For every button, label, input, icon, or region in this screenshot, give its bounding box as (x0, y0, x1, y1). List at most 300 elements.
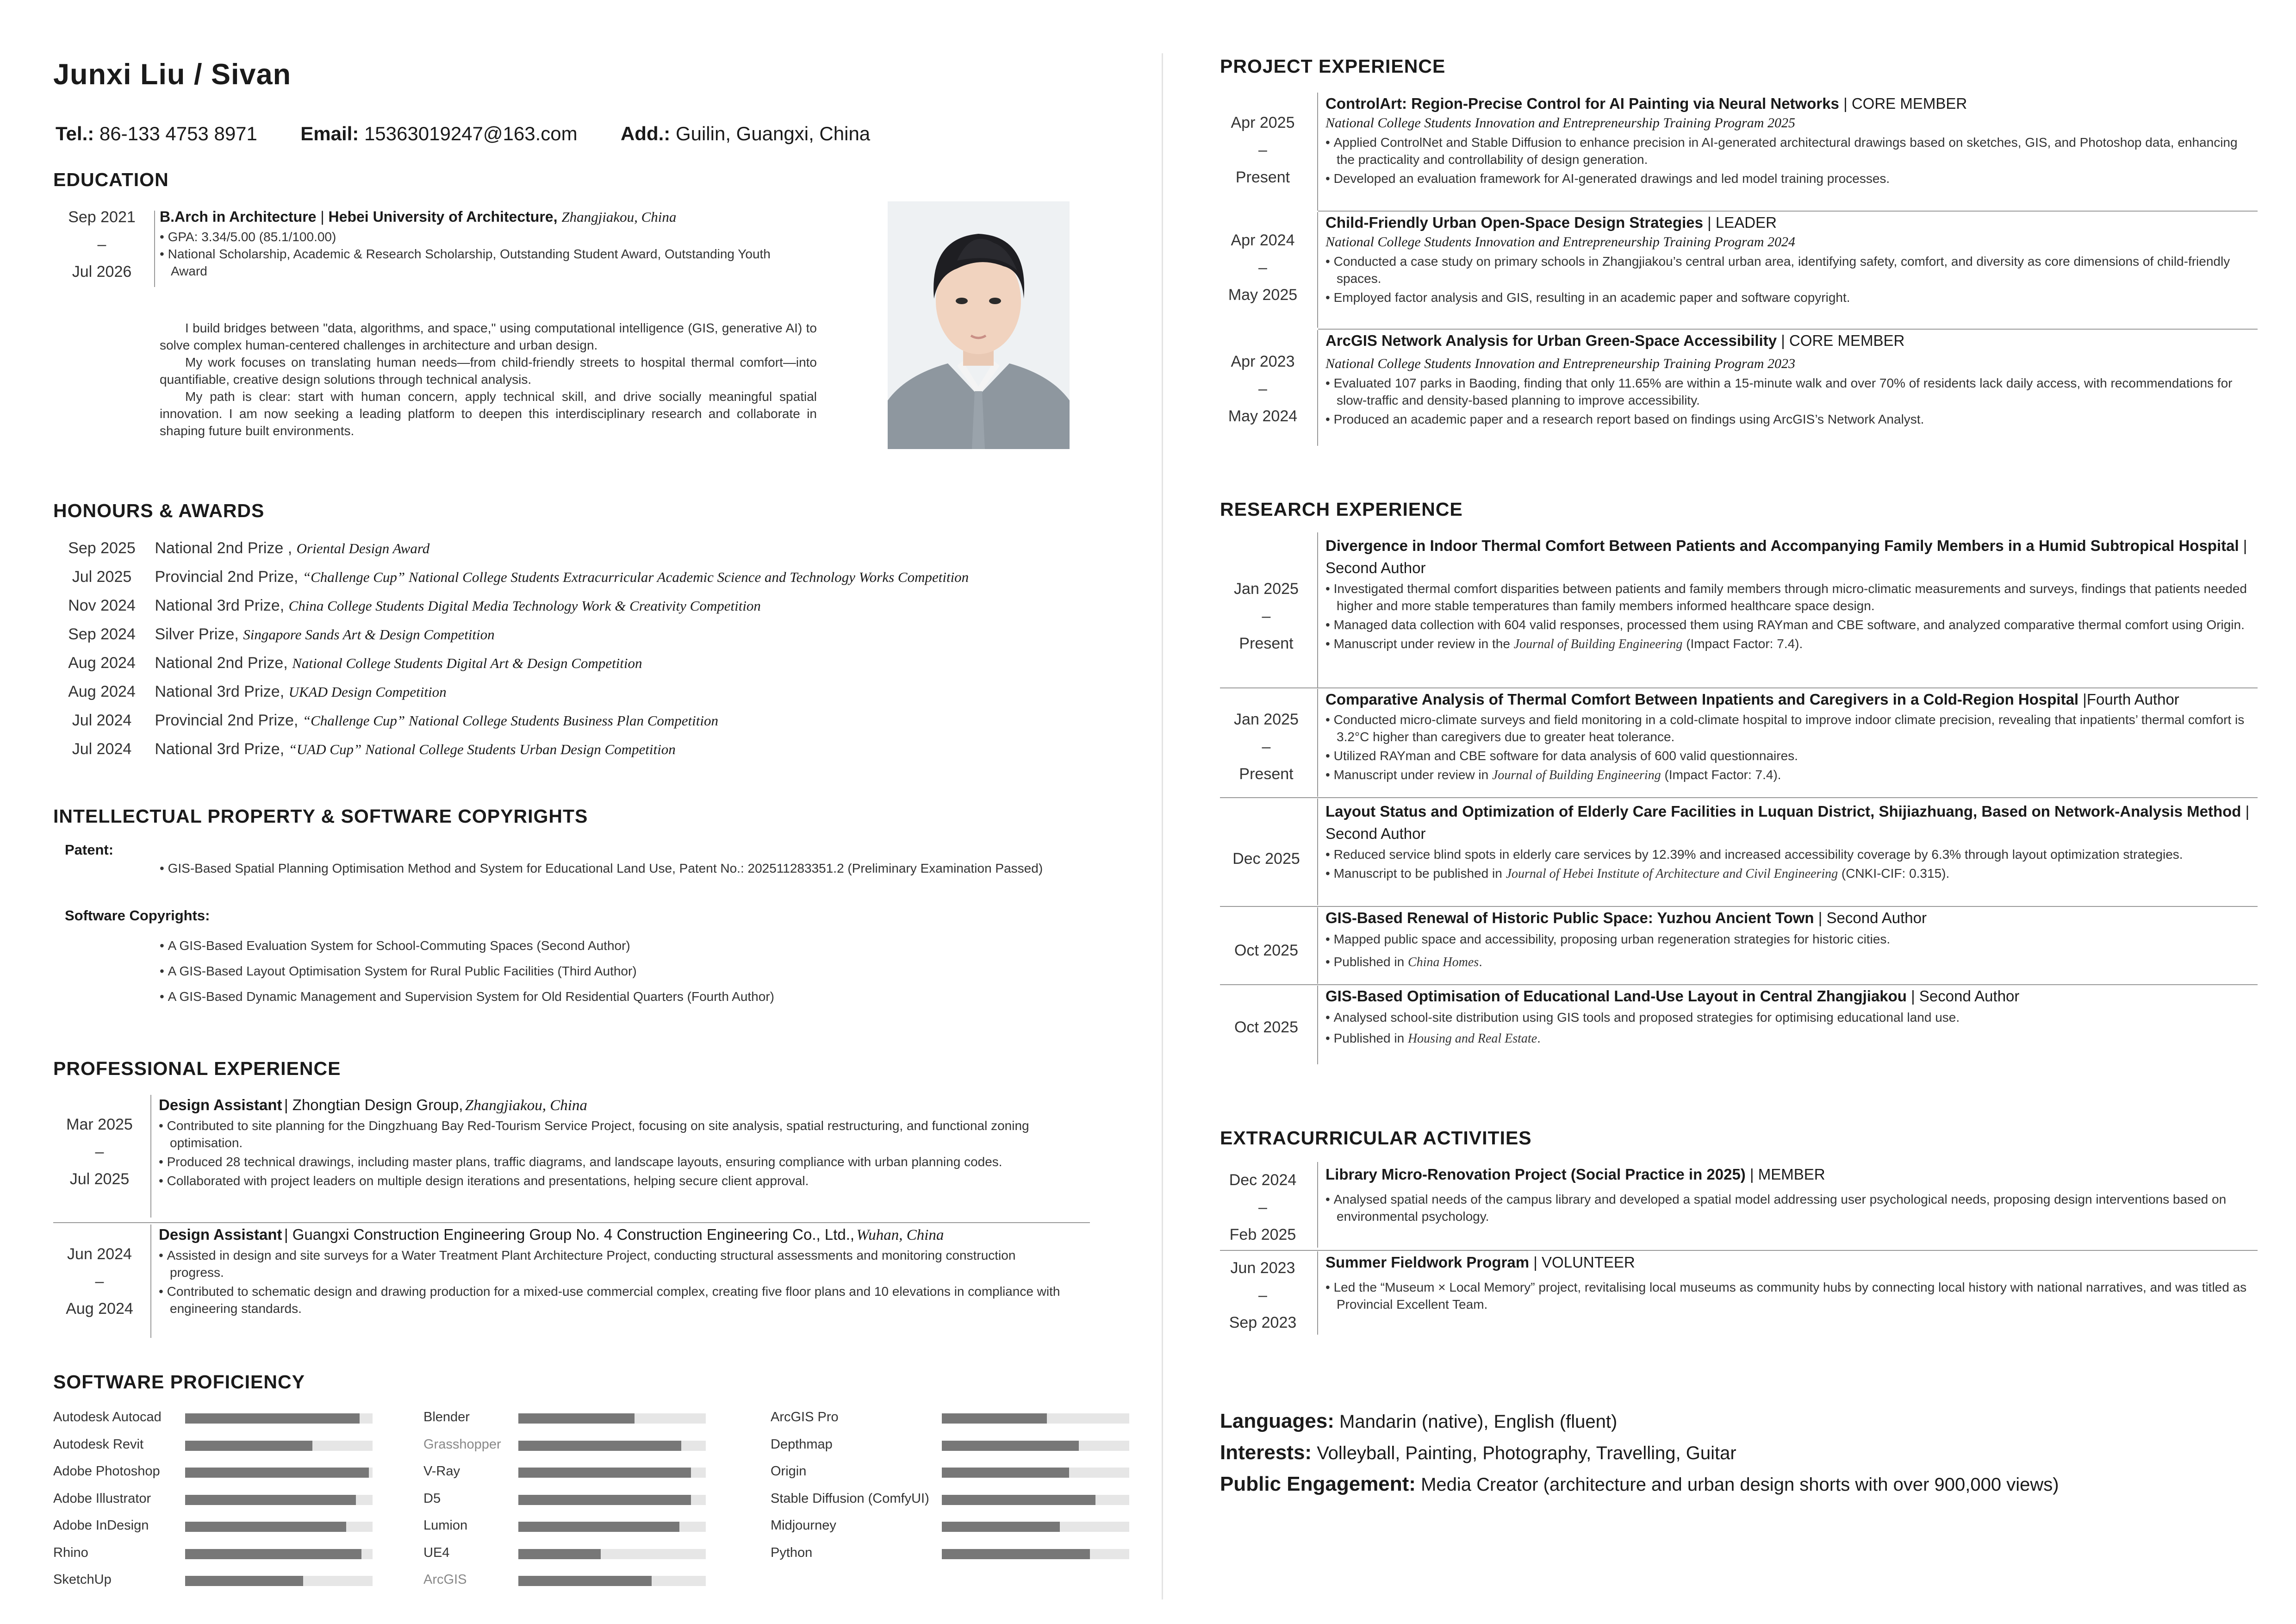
entry-dates (1220, 937, 1313, 964)
candidate-name: Junxi Liu / Sivan (53, 58, 292, 91)
entry-dates (1220, 1255, 1306, 1337)
software-name: Stable Diffusion (ComfyUI) (771, 1491, 929, 1506)
software-name: Lumion (423, 1518, 468, 1533)
entry-rule (150, 1224, 151, 1338)
award-row (53, 539, 429, 557)
software-row (423, 1545, 706, 1559)
list-item: • Mapped public space and accessibility, proposing urban regeneration strategies for historic cities. (1325, 931, 2265, 948)
journal-prefix: Manuscript to be published in (1333, 866, 1506, 881)
date-start: Oct 2025 (1234, 1018, 1298, 1036)
entry-title: Child-Friendly Urban Open-Space Design Strategies (1325, 214, 1703, 231)
entry-role: VOLUNTEER (1542, 1254, 1635, 1271)
award-row (53, 712, 718, 730)
proficiency-fill (185, 1549, 361, 1559)
software-heading: SOFTWARE PROFICIENCY (53, 1371, 305, 1393)
entry-dates (1220, 348, 1306, 430)
professional-entry: Design Assistant | Zhongtian Design Group, Zhangjiakou, China • Contributed to site planning for the Dingzhuang Bay Red-Tourism Service Project, focusing on site analysis, spatial restructuring, and functional zoning optimisation. • Produced 28 technical drawings, including master plans, traffic diagrams, and landscape layouts, ensuring compliance with urban planning codes. • Collaborated with project leaders on multiple design iterations and presentations, helping secure client approval. (159, 1096, 1061, 1189)
software-row (423, 1491, 706, 1505)
entry-separator (1220, 1250, 2258, 1251)
research-entry: Layout Status and Optimization of Elderly Care Facilities in Luquan District, Shijiazhuang, Based on Network-Analysis Method | Second Author • Reduced service blind spots in elderly care services by 12.39% and increased accessibility coverage by 6.3% through layout optimization strategies. • Manuscript to be published in Journal of Hebei Institute of Architecture and Civil Engineering (CNKI-CIF: 0.315). (1325, 800, 2265, 882)
software-row (771, 1491, 1129, 1505)
award-name: National 3rd Prize, (155, 683, 285, 700)
entry-location: Zhangjiakou, China (465, 1097, 587, 1114)
software-name: Python (771, 1545, 813, 1560)
date-end: Present (1235, 169, 1290, 186)
engagement-value: Media Creator (architecture and urban design shorts with over 900,000 views) (1421, 1474, 2059, 1495)
entry-role: Second Author (1919, 987, 2020, 1005)
award-date: Nov 2024 (68, 597, 136, 614)
interests-line (1220, 1441, 1736, 1464)
software-row (423, 1410, 706, 1424)
software-row (53, 1545, 373, 1559)
entry-title: ControlArt: Region-Precise Control for AI Painting via Neural Networks (1325, 95, 1839, 112)
journal-suffix: (Impact Factor: 7.4). (1661, 768, 1781, 782)
proficiency-fill (185, 1413, 360, 1424)
software-row (771, 1545, 1129, 1559)
software-name: Midjourney (771, 1518, 836, 1533)
date-end: Jul 2026 (72, 263, 132, 281)
list-item: • GPA: 3.34/5.00 (85.1/100.00) (160, 228, 817, 245)
proficiency-bar (942, 1522, 1129, 1532)
research-heading: RESEARCH EXPERIENCE (1220, 499, 1463, 520)
entry-rule (1317, 1162, 1318, 1248)
email-value: 15363019247@163.com (364, 123, 578, 144)
list-item (1325, 1030, 2265, 1047)
entry-title: ArcGIS Network Analysis for Urban Green-Space Accessibility (1325, 332, 1777, 349)
education-heading: EDUCATION (53, 169, 169, 190)
education-dates (53, 204, 150, 286)
education-entry: B.Arch in Architecture | Hebei University of Architecture, Zhangjiakou, China • GPA: 3.34/5.00 (85.1/100.00) • National Scholarship, Academic & Research Scholarship, Outstanding Student Award, Outstanding Youth Award (160, 208, 817, 280)
software-proficiency-grid (53, 1410, 1132, 1604)
right-column (1220, 0, 2257, 1624)
date-end: Present (1239, 765, 1294, 783)
entry-dates (1220, 1167, 1306, 1249)
entry-role: Fourth Author (2086, 691, 2179, 708)
patent-label: Patent: (65, 842, 114, 858)
proficiency-bar (942, 1495, 1129, 1505)
proficiency-fill (942, 1413, 1047, 1424)
honours-heading: HONOURS & AWARDS (53, 500, 265, 521)
list-item: • Collaborated with project leaders on multiple design iterations and presentations, helping secure client approval. (159, 1172, 1061, 1189)
proficiency-fill (942, 1441, 1079, 1451)
award-row (53, 597, 761, 615)
entry-role: CORE MEMBER (1789, 332, 1905, 349)
entry-dates (1220, 227, 1306, 309)
copyright-list (160, 933, 1062, 1009)
project-entry: Child-Friendly Urban Open-Space Design Strategies | LEADER National College Students Innovation and Entrepreneurship Training Program 2024 • Conducted a case study on primary schools in Zhangjiakou’s central urban area, identifying safety, comfort, and diversity as core dimensions of child-friendly spaces. • Employed factor analysis and GIS, resulting in an academic paper and software copyright. (1325, 214, 2251, 306)
project-entry: ArcGIS Network Analysis for Urban Green-Space Accessibility | CORE MEMBER National College Students Innovation and Entrepreneurship Training Program 2023 • Evaluated 107 parks in Baoding, finding that only 11.65% are within a 15-minute walk and over 70% of residents lack daily access, with recommendations for slow-traffic and density-based planning to improve accessibility. • Produced an academic paper and a research report based on findings using ArcGIS’s Network Analyst. (1325, 332, 2251, 428)
award-row (53, 654, 642, 672)
email-label: Email: (300, 123, 359, 144)
date-separator: – (1262, 607, 1271, 625)
journal-name: Journal of Building Engineering (1513, 637, 1683, 651)
award-detail: “Challenge Cup” National College Students Extracurricular Academic Science and Technology Works Competition (302, 569, 969, 585)
proficiency-fill (185, 1468, 369, 1478)
list-item: • Conducted micro-climate surveys and field monitoring in a cold-climate hospital to improve indoor climate precision, revealing that inpatients’ thermal comfort is 3.2°C higher than caregivers due to greater heat tolerance. (1325, 711, 2265, 745)
entry-dates (1220, 109, 1306, 191)
date-separator: – (1258, 1287, 1267, 1304)
software-row (53, 1410, 373, 1424)
proficiency-fill (518, 1549, 601, 1559)
award-detail: UKAD Design Competition (288, 684, 447, 700)
date-end: Present (1239, 635, 1294, 652)
software-name: Adobe Photoshop (53, 1464, 160, 1479)
software-name: Adobe InDesign (53, 1518, 149, 1533)
award-date: Sep 2024 (68, 625, 136, 643)
degree: B.Arch in Architecture (160, 208, 317, 225)
software-name: Autodesk Revit (53, 1437, 144, 1452)
professional-entry: Design Assistant | Guangxi Construction Engineering Group No. 4 Construction Engineering Co., Ltd., Wuhan, China • Assisted in design and site surveys for a Water Treatment Plant Architecture Project, conducting structural assessments and monitoring construction progress. • Contributed to schematic design and drawing production for a mixed-use commercial complex, creating five floor plans and 10 elevations in compliance with engineering standards. (159, 1226, 1066, 1317)
entry-dates (1220, 706, 1313, 788)
software-row (771, 1437, 1129, 1451)
award-row (53, 683, 447, 701)
software-name: Adobe Illustrator (53, 1491, 151, 1506)
journal-prefix: Published in (1333, 1031, 1408, 1045)
award-detail: Singapore Sands Art & Design Competition (243, 626, 495, 643)
software-name: Grasshopper (423, 1437, 501, 1452)
list-item: • Employed factor analysis and GIS, resulting in an academic paper and software copyright. (1325, 289, 2251, 306)
entry-separator (1318, 329, 2258, 330)
proficiency-bar (518, 1522, 706, 1532)
statement-paragraph: My path is clear: start with human concern, apply technical skill, and drive socially meaningful spatial innovation. I am now seeking a leading platform to deepen this interdisciplinary research and collaborate in shaping future built environments. (160, 389, 817, 438)
entry-role: Design Assistant (159, 1226, 282, 1243)
entry-dates (1220, 575, 1313, 657)
proficiency-fill (518, 1468, 691, 1478)
entry-dates (1220, 845, 1313, 873)
activity-entry: Summer Fieldwork Program | VOLUNTEER • Led the “Museum × Local Memory” project, revitalising local museums as community hubs by connecting local history with national narratives, and was titled as Provincial Excellent Team. (1325, 1254, 2251, 1313)
project-entry: ControlArt: Region-Precise Control for AI Painting via Neural Networks | CORE MEMBER National College Students Innovation and Entrepreneurship Training Program 2025 • Applied ControlNet and Stable Diffusion to enhance precision in AI-generated architectural drawings based on sketches, GIS, and Photoshop data, enhancing the practicality and controllability of design generation. • Developed an evaluation framework for AI-generated drawings and led model training processes. (1325, 95, 2251, 187)
entry-rule (1317, 986, 1318, 1064)
award-date: Jul 2024 (72, 712, 132, 729)
entry-rule (1317, 93, 1318, 211)
proficiency-bar (185, 1413, 373, 1424)
profile-photo (888, 201, 1070, 449)
software-row (53, 1518, 373, 1532)
activity-entry: Library Micro-Renovation Project (Social Practice in 2025) | MEMBER • Analysed spatial needs of the campus library and developed a spatial model addressing user psychological needs, proposing design interventions based on environmental psychology. (1325, 1166, 2251, 1225)
proficiency-bar (185, 1549, 373, 1559)
proficiency-fill (518, 1576, 652, 1586)
proficiency-bar (942, 1549, 1129, 1559)
engagement-label: Public Engagement: (1220, 1473, 1416, 1495)
award-date: Aug 2024 (68, 683, 136, 700)
date-start: Sep 2021 (68, 208, 136, 226)
proficiency-fill (942, 1468, 1069, 1478)
tel-label: Tel.: (56, 123, 94, 144)
proficiency-bar (185, 1576, 373, 1586)
entry-title: GIS-Based Optimisation of Educational Land-Use Layout in Central Zhangjiakou (1325, 987, 1907, 1005)
list-item: • Managed data collection with 604 valid responses, processed them using RAYman and CBE software, and analyzed comparative thermal comfort using Origin. (1325, 616, 2265, 633)
entry-separator (1220, 687, 2258, 688)
entry-rule (1317, 330, 1318, 446)
software-name: ArcGIS (423, 1572, 467, 1587)
journal-name: Journal of Building Engineering (1492, 768, 1661, 782)
entry-separator (53, 1222, 1090, 1223)
statement-paragraph: My work focuses on translating human needs—from child-friendly streets to hospital thermal comfort—into quantifiable, creative design solutions through technical analysis. (160, 355, 817, 387)
software-row (423, 1437, 706, 1451)
entry-role: CORE MEMBER (1851, 95, 1967, 112)
date-start: Jun 2024 (67, 1245, 132, 1263)
award-name: National 3rd Prize, (155, 740, 285, 758)
award-name: Silver Prize, (155, 625, 239, 643)
proficiency-fill (518, 1441, 681, 1451)
software-name: Rhino (53, 1545, 88, 1560)
proficiency-bar (185, 1495, 373, 1505)
software-name: ArcGIS Pro (771, 1410, 839, 1424)
copyright-label: Software Copyrights: (65, 907, 210, 924)
engagement-line (1220, 1473, 2059, 1496)
date-end: Jul 2025 (69, 1170, 130, 1188)
entry-title: Divergence in Indoor Thermal Comfort Between Patients and Accompanying Family Members in a Humid Subtropical Hospital (1325, 537, 2239, 554)
list-item: • Analysed school-site distribution using GIS tools and proposed strategies for optimising educational land use. (1325, 1009, 2265, 1026)
proficiency-fill (942, 1549, 1090, 1559)
project-heading: PROJECT EXPERIENCE (1220, 56, 1446, 77)
list-item: • Developed an evaluation framework for AI-generated drawings and led model training processes. (1325, 170, 2251, 187)
entry-org: Guangxi Construction Engineering Group No. 4 Construction Engineering Co., Ltd., (292, 1226, 855, 1243)
date-start: Jan 2025 (1234, 711, 1299, 728)
left-column (53, 0, 1132, 1624)
ip-heading: INTELLECTUAL PROPERTY & SOFTWARE COPYRIGHTS (53, 806, 588, 827)
proficiency-bar (185, 1468, 373, 1478)
award-name: Provincial 2nd Prize, (155, 712, 299, 729)
school-location: Zhangjiakou, China (561, 209, 677, 225)
personal-statement (160, 319, 817, 439)
research-entry: Comparative Analysis of Thermal Comfort Between Inpatients and Caregivers in a Cold-Region Hospital |Fourth Author • Conducted micro-climate surveys and field monitoring in a cold-climate hospital to improve indoor climate precision, revealing that inpatients’ thermal comfort is 3.2°C higher than caregivers due to greater heat tolerance. • Utilized RAYman and CBE software for data analysis of 600 valid questionnaires. • Manuscript under review in Journal of Building Engineering (Impact Factor: 7.4). (1325, 691, 2265, 784)
entry-rule (1317, 212, 1318, 328)
entry-title: GIS-Based Renewal of Historic Public Space: Yuzhou Ancient Town (1325, 909, 1814, 926)
interests-label: Interests: (1220, 1441, 1312, 1464)
award-date: Jul 2025 (72, 568, 132, 586)
list-item: • Evaluated 107 parks in Baoding, finding that only 11.65% are within a 15-minute walk and over 70% of residents lack daily access, with recommendations for slow-traffic and density-based planning to improve accessibility. (1325, 375, 2251, 409)
list-item: • Investigated thermal comfort disparities between patients and family members through micro-climatic measurements and surveys, findings that patients needed higher and more stable temperatures than family members informed healthcare space design. (1325, 580, 2265, 614)
award-detail: National College Students Digital Art & Design Competition (292, 655, 642, 671)
software-row (53, 1464, 373, 1478)
date-end: Sep 2023 (1229, 1314, 1297, 1331)
software-row (423, 1518, 706, 1532)
list-item: • A GIS-Based Layout Optimisation System for Rural Public Facilities (Third Author) (160, 958, 1062, 984)
software-name: Depthmap (771, 1437, 833, 1452)
entry-role: LEADER (1715, 214, 1777, 231)
software-row (53, 1572, 373, 1586)
list-item: • A GIS-Based Dynamic Management and Supervision System for Old Residential Quarters (Fourth Author) (160, 984, 1062, 1009)
entry-separator (1220, 984, 2258, 985)
entry-title: Layout Status and Optimization of Elderly Care Facilities in Luquan District, Shijiazhuang, Based on Network-Analysis Method (1325, 803, 2241, 820)
award-name: Provincial 2nd Prize, (155, 568, 299, 586)
proficiency-fill (518, 1495, 691, 1505)
entry-program: National College Students Innovation and Entrepreneurship Training Program 2023 (1325, 356, 1795, 371)
entry-dates (53, 1241, 146, 1323)
list-item: • Analysed spatial needs of the campus library and developed a spatial model addressing user psychological needs, proposing design interventions based on environmental psychology. (1325, 1191, 2251, 1225)
entry-program: National College Students Innovation and Entrepreneurship Training Program 2024 (1325, 234, 1795, 250)
date-start: Dec 2025 (1232, 850, 1300, 868)
award-date: Aug 2024 (68, 654, 136, 672)
proficiency-fill (942, 1495, 1095, 1505)
entry-role: MEMBER (1758, 1166, 1825, 1183)
list-item: • Utilized RAYman and CBE software for data analysis of 600 valid questionnaires. (1325, 747, 2265, 764)
journal-suffix: (CNKI-CIF: 0.315). (1838, 866, 1950, 881)
proficiency-fill (185, 1441, 312, 1451)
proficiency-bar (942, 1413, 1129, 1424)
award-date: Jul 2024 (72, 740, 132, 758)
list-item (1325, 766, 2265, 784)
entry-program: National College Students Innovation and Entrepreneurship Training Program 2025 (1325, 115, 1795, 131)
date-start: Dec 2024 (1229, 1171, 1297, 1189)
journal-suffix: . (1537, 1031, 1541, 1045)
languages-label: Languages: (1220, 1410, 1334, 1432)
award-detail: “Challenge Cup” National College Students Business Plan Competition (302, 712, 718, 729)
languages-line (1220, 1410, 1617, 1433)
tel-value: 86-133 4753 8971 (99, 123, 257, 144)
date-separator: – (95, 1143, 104, 1161)
date-end: Feb 2025 (1229, 1226, 1296, 1243)
research-entry: Divergence in Indoor Thermal Comfort Between Patients and Accompanying Family Members in a Humid Subtropical Hospital | Second Author • Investigated thermal comfort disparities between patients and family members through micro-climatic measurements and surveys, findings that patients needed higher and more stable temperatures than family members informed healthcare space design. • Managed data collection with 604 valid responses, processed them using RAYman and CBE software, and analyzed comparative thermal comfort using Origin. • Manuscript under review in the Journal of Building Engineering (Impact Factor: 7.4). (1325, 535, 2265, 653)
software-name: D5 (423, 1491, 441, 1506)
entry-separator (1220, 906, 2258, 907)
date-separator: – (1258, 259, 1267, 276)
school: Hebei University of Architecture, (328, 208, 558, 225)
date-separator: – (1258, 1199, 1267, 1216)
list-item: • Contributed to site planning for the Dingzhuang Bay Red-Tourism Service Project, focusing on site analysis, spatial restructuring, and functional zoning optimisation. (159, 1117, 1061, 1151)
date-start: Apr 2025 (1231, 114, 1295, 131)
proficiency-bar (518, 1413, 706, 1424)
education-date-rule (154, 211, 155, 287)
list-item: • Led the “Museum × Local Memory” project, revitalising local museums as community hubs by connecting local history with national narratives, and was titled as Provincial Excellent Team. (1325, 1279, 2251, 1313)
entry-rule (150, 1095, 151, 1218)
date-separator: – (95, 1273, 104, 1290)
software-row (771, 1464, 1129, 1478)
proficiency-bar (518, 1441, 706, 1451)
date-start: Jun 2023 (1230, 1259, 1295, 1277)
entry-rule (1317, 799, 1318, 905)
interests-value: Volleyball, Painting, Photography, Travelling, Guitar (1317, 1443, 1736, 1463)
list-item (1325, 865, 2265, 882)
list-item (1325, 953, 2265, 971)
entry-role: Design Assistant (159, 1096, 282, 1113)
award-detail: Oriental Design Award (296, 540, 430, 556)
award-name: National 2nd Prize, (155, 654, 288, 672)
date-start: Jan 2025 (1234, 580, 1299, 598)
patent-item: • GIS-Based Spatial Planning Optimisation Method and System for Educational Land Use, Patent No.: 202511283351.2 (Preliminary Examination Passed) (160, 856, 1062, 881)
date-separator: – (1262, 738, 1271, 756)
award-row (53, 568, 969, 586)
date-start: Oct 2025 (1234, 942, 1298, 959)
entry-role: Second Author (1325, 825, 1426, 842)
proficiency-fill (518, 1413, 635, 1424)
journal-prefix: Manuscript under review in the (1333, 637, 1514, 651)
list-item: • A GIS-Based Evaluation System for School-Commuting Spaces (Second Author) (160, 933, 1062, 958)
entry-role: Second Author (1325, 559, 1426, 576)
research-entry: GIS-Based Renewal of Historic Public Space: Yuzhou Ancient Town | Second Author • Mapped public space and accessibility, proposing urban regeneration strategies for historic cities. • Published in China Homes. (1325, 909, 2265, 971)
proficiency-bar (942, 1468, 1129, 1478)
list-item: • Conducted a case study on primary schools in Zhangjiakou’s central urban area, identifying safety, comfort, and diversity as core dimensions of child-friendly spaces. (1325, 253, 2251, 287)
date-end: Aug 2024 (66, 1300, 133, 1318)
software-name: V-Ray (423, 1464, 460, 1479)
date-start: Mar 2025 (66, 1116, 133, 1133)
proficiency-fill (185, 1522, 346, 1532)
proficiency-bar (185, 1522, 373, 1532)
software-name: SketchUp (53, 1572, 112, 1587)
entry-title: Library Micro-Renovation Project (Social Practice in 2025) (1325, 1166, 1746, 1183)
entry-rule (1317, 1251, 1318, 1335)
entry-title: Summer Fieldwork Program (1325, 1254, 1530, 1271)
proficiency-fill (185, 1495, 356, 1505)
list-item: • Assisted in design and site surveys for a Water Treatment Plant Architecture Project, conducting structural assessments and monitoring construction progress. (159, 1247, 1066, 1281)
software-row (53, 1491, 373, 1505)
entry-dates (1220, 1014, 1313, 1041)
languages-value: Mandarin (native), English (fluent) (1339, 1412, 1618, 1432)
date-start: Apr 2024 (1231, 231, 1295, 249)
entry-title: Comparative Analysis of Thermal Comfort Between Inpatients and Caregivers in a Cold-Region Hospital (1325, 691, 2079, 708)
journal-name: Journal of Hebei Institute of Architecture and Civil Engineering (1506, 867, 1838, 881)
proficiency-bar (518, 1549, 706, 1559)
date-end: May 2024 (1228, 407, 1298, 425)
award-name: National 3rd Prize, (155, 597, 285, 614)
proficiency-fill (518, 1522, 679, 1532)
contact-line (56, 123, 870, 145)
journal-name: China Homes (1407, 955, 1479, 969)
proficiency-bar (518, 1576, 706, 1586)
proficiency-bar (942, 1441, 1129, 1451)
list-item: • Produced an academic paper and a research report based on findings using ArcGIS’s Network Analyst. (1325, 411, 2251, 428)
entry-rule (1317, 689, 1318, 797)
software-row (771, 1410, 1129, 1424)
software-row (53, 1437, 373, 1451)
column-divider (1162, 53, 1163, 1599)
journal-name: Housing and Real Estate (1407, 1031, 1537, 1046)
date-separator: – (1258, 141, 1267, 159)
award-row (53, 740, 676, 758)
software-row (423, 1464, 706, 1478)
award-detail: “UAD Cup” National College Students Urban Design Competition (288, 741, 676, 757)
journal-prefix: Published in (1333, 955, 1408, 969)
software-name: UE4 (423, 1545, 450, 1560)
portrait-image (888, 201, 1070, 449)
proficiency-bar (518, 1468, 706, 1478)
journal-prefix: Manuscript under review in (1333, 768, 1492, 782)
software-name: Autodesk Autocad (53, 1410, 162, 1424)
award-detail: China College Students Digital Media Technology Work & Creativity Competition (288, 598, 761, 614)
entry-rule (1317, 907, 1318, 984)
entry-role: Second Author (1826, 909, 1927, 926)
software-name: Origin (771, 1464, 807, 1479)
entry-org: Zhongtian Design Group, (292, 1096, 463, 1113)
entry-rule (1317, 532, 1318, 687)
proficiency-fill (185, 1576, 303, 1586)
address-label: Add.: (620, 123, 671, 144)
date-separator: – (97, 236, 106, 253)
entry-separator (1318, 211, 2258, 212)
entry-location: Wuhan, China (856, 1227, 944, 1243)
date-end: May 2025 (1228, 286, 1298, 304)
entry-separator (1220, 797, 2258, 798)
statement-paragraph: I build bridges between "data, algorithms, and space," using computational intelligence (GIS, generative AI) to solve complex human-centered challenges in architecture and urban design. (160, 321, 817, 352)
award-name: National 2nd Prize , (155, 539, 292, 557)
entry-dates (53, 1111, 146, 1193)
proficiency-bar (185, 1441, 373, 1451)
date-separator: – (1258, 380, 1267, 398)
software-row (423, 1572, 706, 1586)
software-name: Blender (423, 1410, 470, 1424)
proficiency-bar (518, 1495, 706, 1505)
journal-suffix: . (1479, 955, 1482, 969)
research-entry: GIS-Based Optimisation of Educational Land-Use Layout in Central Zhangjiakou | Second Author • Analysed school-site distribution using GIS tools and proposed strategies for optimising educational land use. • Published in Housing and Real Estate. (1325, 987, 2265, 1047)
software-row (771, 1518, 1129, 1532)
professional-heading: PROFESSIONAL EXPERIENCE (53, 1058, 341, 1079)
list-item (1325, 635, 2265, 653)
proficiency-fill (942, 1522, 1060, 1532)
award-date: Sep 2025 (68, 539, 136, 557)
award-row (53, 625, 495, 643)
list-item: • Applied ControlNet and Stable Diffusion to enhance precision in AI-generated architectural drawings based on sketches, GIS, and Photoshop data, enhancing the practicality and controllability of design generation. (1325, 134, 2251, 168)
